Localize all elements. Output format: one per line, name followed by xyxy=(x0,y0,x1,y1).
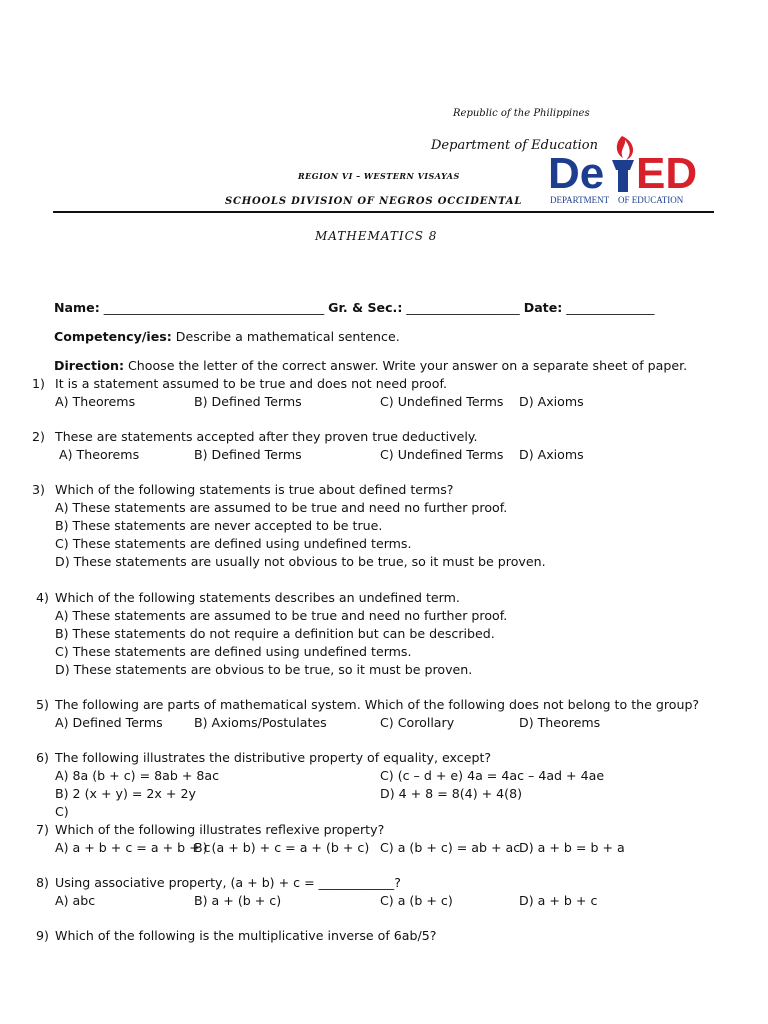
form-line xyxy=(54,299,654,317)
choice-a: A) Theorems xyxy=(59,447,140,462)
question-number: 6) xyxy=(36,750,49,765)
deped-logo xyxy=(548,130,698,208)
department-heading: Department of Education xyxy=(431,138,598,153)
logo-text-de: De xyxy=(548,149,605,198)
question-text: Which of the following illustrates reflexive property? xyxy=(55,822,385,837)
logo-sub-left: DEPARTMENT xyxy=(550,195,610,205)
question-text: Which of the following statements is true about defined terms? xyxy=(55,482,454,497)
choice-d: D) These statements are usually not obvious to be true, so it must be proven. xyxy=(55,554,546,569)
header-rule xyxy=(53,211,714,213)
division-heading: SCHOOLS DIVISION OF NEGROS OCCIDENTAL xyxy=(225,196,523,207)
choice-c: C) (c – d + e) 4a = 4ac – 4ad + 4ae xyxy=(380,768,605,783)
direction-label: Direction: xyxy=(54,358,124,373)
question-number: 8) xyxy=(36,875,49,890)
date-blank: ______________ xyxy=(566,300,655,315)
deped-logo-graphic xyxy=(548,130,698,208)
choice-d: D) 4 + 8 = 8(4) + 4(8) xyxy=(380,786,523,801)
question-number: 9) xyxy=(36,928,49,943)
choice-a: A) These statements are assumed to be true and need no further proof. xyxy=(55,500,508,515)
competency-line xyxy=(54,328,400,346)
choice-b: B) (a + b) + c = a + (b + c) xyxy=(194,840,370,855)
choice-a: A) Theorems xyxy=(55,394,136,409)
choice-d: D) These statements are obvious to be true, so it must be proven. xyxy=(55,662,473,677)
choice-c: C) These statements are defined using undefined terms. xyxy=(55,536,412,551)
choice-b: B) Defined Terms xyxy=(194,447,302,462)
question-text: It is a statement assumed to be true and does not need proof. xyxy=(55,376,447,391)
choice-b: B) These statements do not require a definition but can be described. xyxy=(55,626,495,641)
question-number: 1) xyxy=(32,376,45,391)
question-text: Using associative property, (a + b) + c = ____________? xyxy=(55,875,401,890)
choice-a: A) Defined Terms xyxy=(55,715,163,730)
choice-a: A) These statements are assumed to be true and need no further proof. xyxy=(55,608,508,623)
choice-b: B) 2 (x + y) = 2x + 2y xyxy=(55,786,196,801)
choice-d: D) a + b + c xyxy=(519,893,598,908)
choice-b: B) These statements are never accepted to be true. xyxy=(55,518,383,533)
choice-c: C) a (b + c) = ab + ac xyxy=(380,840,521,855)
choice-c: C) Undefined Terms xyxy=(380,394,504,409)
question-text: The following are parts of mathematical system. Which of the following does not belong to the group? xyxy=(55,697,700,712)
name-label: Name: xyxy=(54,300,100,315)
logo-sub-right: OF EDUCATION xyxy=(618,195,684,205)
republic-heading: Republic of the Philippines xyxy=(453,108,590,119)
choice-d: D) Axioms xyxy=(519,394,584,409)
name-blank: ___________________________________ xyxy=(103,300,325,315)
logo-text-ed: ED xyxy=(636,149,698,198)
choice-a: A) 8a (b + c) = 8ab + 8ac xyxy=(55,768,220,783)
choice-d: D) a + b = b + a xyxy=(519,840,625,855)
question-text: Which of the following is the multiplicative inverse of 6ab/5? xyxy=(55,928,437,943)
direction-line xyxy=(54,357,687,375)
choice-a: A) a + b + c = a + b + c xyxy=(55,840,211,855)
competency-text: Describe a mathematical sentence. xyxy=(175,329,400,344)
question-number: 2) xyxy=(32,429,45,444)
choice-d: D) Axioms xyxy=(519,447,584,462)
choice-a: A) abc xyxy=(55,893,96,908)
direction-text: Choose the letter of the correct answer. Write your answer on a separate sheet of paper. xyxy=(128,358,688,373)
subject-title: MATHEMATICS 8 xyxy=(315,229,438,243)
choice-b: B) Axioms/Postulates xyxy=(194,715,327,730)
grsec-blank: __________________ xyxy=(406,300,520,315)
question-number: 4) xyxy=(36,590,49,605)
choice-extra: C) xyxy=(55,804,69,819)
choice-c: C) Corollary xyxy=(380,715,455,730)
question-number: 3) xyxy=(32,482,45,497)
question-number: 5) xyxy=(36,697,49,712)
question-text: These are statements accepted after they proven true deductively. xyxy=(55,429,478,444)
question-text: Which of the following statements describes an undefined term. xyxy=(55,590,460,605)
region-heading: REGION VI – WESTERN VISAYAS xyxy=(298,171,460,181)
question-number: 7) xyxy=(36,822,49,837)
choice-c: C) a (b + c) xyxy=(380,893,453,908)
grsec-label: Gr. & Sec.: xyxy=(328,300,403,315)
competency-label: Competency/ies: xyxy=(54,329,172,344)
question-text: The following illustrates the distributive property of equality, except? xyxy=(55,750,492,765)
choice-d: D) Theorems xyxy=(519,715,601,730)
choice-c: C) Undefined Terms xyxy=(380,447,504,462)
choice-b: B) Defined Terms xyxy=(194,394,302,409)
date-label: Date: xyxy=(523,300,563,315)
choice-c: C) These statements are defined using undefined terms. xyxy=(55,644,412,659)
choice-b: B) a + (b + c) xyxy=(194,893,282,908)
